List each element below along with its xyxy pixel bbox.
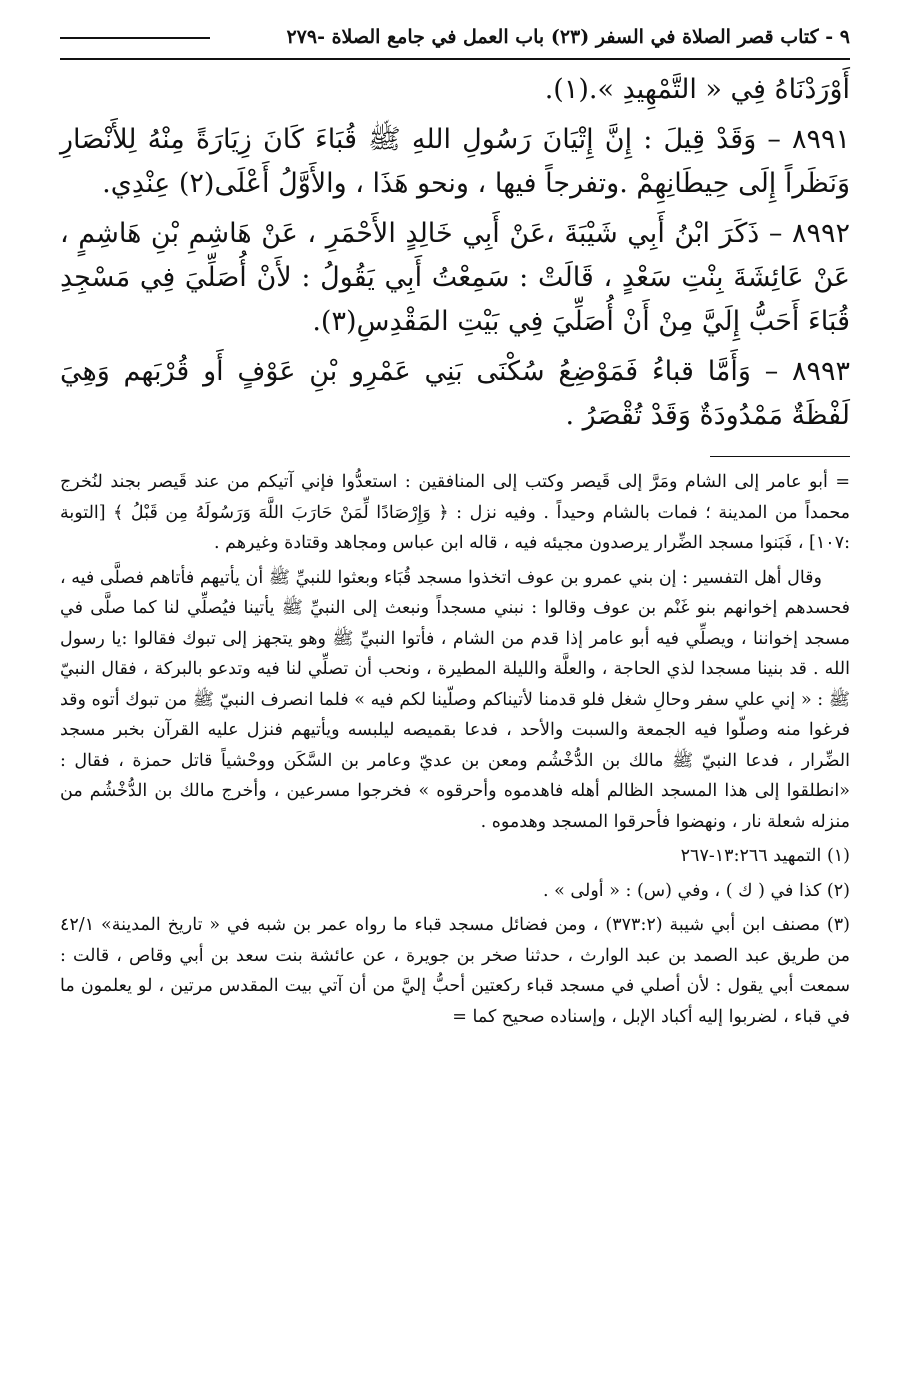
footnotes xyxy=(60,467,850,1032)
running-header-text: ٩ - كتاب قصر الصلاة في السفر (٢٣) باب العمل في جامع الصلاة -٢٧٩ xyxy=(286,26,850,48)
book-page xyxy=(60,22,850,1036)
footnote-separator xyxy=(710,456,850,457)
main-paragraph: ٨٩٩١ – وَقَدْ قِيلَ : إِنَّ إِتْيَانَ رَسُولِ اللهِ ﷺ قُبَاءَ كَانَ زِيَارَةً مِنْهُ لِلأَنْصَارِ وَنَظَراً إِلَى حِيطَانِهِمْ .وتفرجاً فيها ، ونحو هَذَا ، والأَوَّلُ أَعْلَى(٢) عِنْدِي. xyxy=(60,124,850,199)
footnote-continuation: وقال أهل التفسير : إن بني عمرو بن عوف اتخذوا مسجد قُبَاء وبعثوا للنبيِّ ﷺ أن يأتيهم فأتاهم فصلَّى فيه ، فحسدهم إخوانهم بنو غَنْم بن عوف وقالوا : نبني مسجداً ونبعث إلى النبيِّ ﷺ يأتينا فيُصلِّي لنا كما صلَّى في مسجد إخواننا ، ويصلِّي فيه أبو عامر إذا قدم من الشام ، فأتوا النبيِّ ﷺ وهو يتجهز إلى تبوك فقالوا :يا رسول الله . قد بنينا مسجدا لذي الحاجة ، والعلَّة والليلة المطيرة ، ونحب أن تصلِّي لنا فيه وتدعو بالبركة ، فقال النبيّ ﷺ : « إني علي سفر وحالِ شغل فلو قدمنا لأتيناكم وصلّينا لكم فيه » فلما انصرف النبيّ ﷺ من تبوك أتوه وقد فرغوا منه وصلّوا فيه الجمعة والسبت والأحد ، فدعا بقميصه ليلبسه ويأتيهم فنزل عليه القرآن بخبر مسجد الضِّرار ، فدعا النبيّ ﷺ مالك بن الدُّخْشُم ومعن بن عديّ وعامر بن السَّكَن ووحْشياً قاتل حمزة ، فقال : «انطلقوا إلى هذا المسجد الظالم أهله فاهدموه وأحرقوه » فخرجوا مسرعين ، وأخرج مالك بن الدُّخْشُم من منزله شعلة نار ، ونهضوا فأحرقوا المسجد وهدموه . xyxy=(60,567,850,832)
main-paragraph: ٨٩٩٢ – ذَكَرَ ابْنُ أَبِي شَيْبَةَ ،عَنْ أَبِي خَالِدٍ الأَحْمَرِ ، عَنْ هَاشِمِ بْنِ هَاشِمٍ ، عَنْ عَائِشَةَ بِنْتِ سَعْدٍ ، قَالَتْ : سَمِعْتُ أَبِي يَقُولُ : لأَنْ أُصَلِّيَ فِي مَسْجِدِ قُبَاءَ أَحَبُّ إِلَيَّ مِنْ أَنْ أُصَلِّيَ فِي بَيْتِ المَقْدِسِ(٣). xyxy=(60,218,850,337)
main-paragraph: ٨٩٩٣ – وَأَمَّا قباءُ فَمَوْضِعُ سُكْنَى بَنِي عَمْرِو بْنِ عَوْفٍ أَو قُرْبَهم وَهِيَ لَفْظَةٌ مَمْدُودَةٌ وَقَدْ تُقْصَرُ . xyxy=(60,356,850,431)
header-rule xyxy=(60,37,210,39)
running-header xyxy=(60,22,850,60)
main-paragraph: أَوْرَدْنَاهُ فِي « التَّمْهِيدِ ».(١). xyxy=(544,74,850,105)
main-text xyxy=(60,68,850,438)
footnote-3: (٣) مصنف ابن أبي شيبة (٣٧٣:٢) ، ومن فضائل مسجد قباء ما رواه عمر بن شبه في « تاريخ المدينة» ٤٢/١ من طريق عبد الصمد بن عبد الوارث ، حدثنا صخر بن جويرة ، عن عائشة بنت سعد بن أبي وقاص ، قالت : سمعت أبي يقول : لأن أصلي في مسجد قباء ركعتين أحبُّ إليَّ من أن آتي بيت المقدس مرتين ، لو يعلمون ما في قباء ، لضربوا إليه أكباد الإبل ، وإسناده صحيح كما = xyxy=(60,915,850,1027)
footnote-1: (١) التمهيد ١٣:٢٦٦-٢٦٧ xyxy=(680,846,850,866)
footnote-2: (٢) كذا في ( ك ) ، وفي (س) : « أولى » . xyxy=(543,880,850,901)
footnote-continuation: = أبو عامر إلى الشام ومَرَّ إلى قَيصر وكتب إلى المنافقين : استعدُّوا فإني آتيكم من عند قَيصر بجند لنُخرج محمداً من المدينة ؛ فمات بالشام وحيداً . وفيه نزل : ﴿ وَإِرْصَادًا لِّمَنْ حَارَبَ اللَّهَ وَرَسُولَهُ مِن قَبْلُ ﴾ [التوبة :١٠٧] ، فَبَنوا مسجد الضِّرار يرصدون مجيئه فيه ، قاله ابن عباس ومجاهد وقتادة وغيرهم . xyxy=(60,472,850,553)
